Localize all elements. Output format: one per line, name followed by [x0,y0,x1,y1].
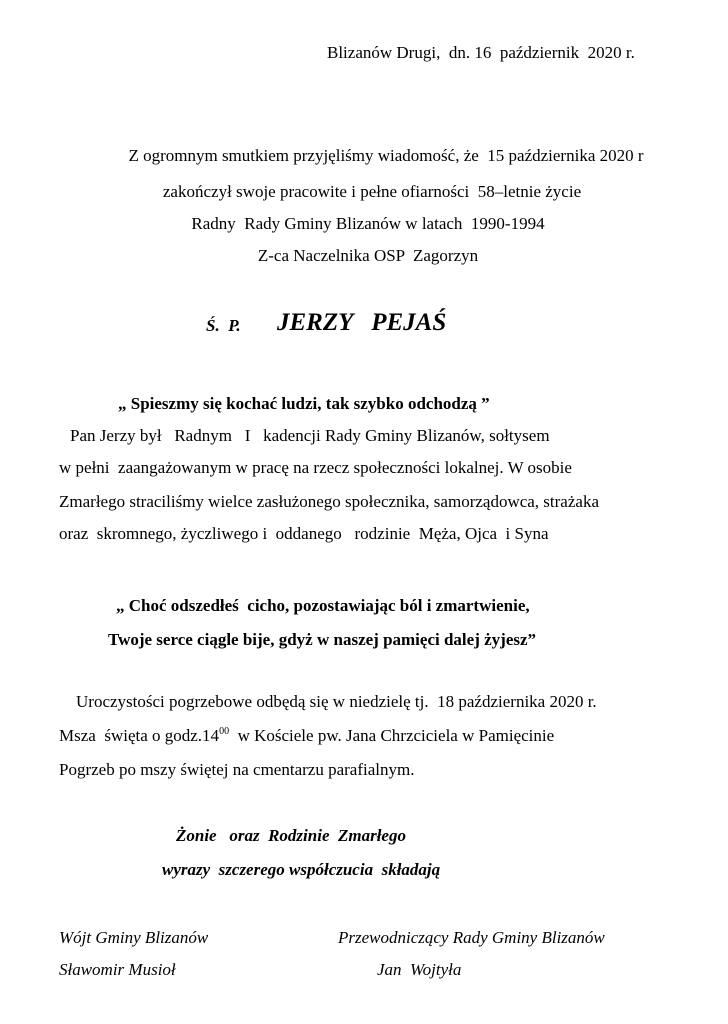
signature-left-title: Wójt Gminy Blizanów [59,928,209,947]
place-date: Blizanów Drugi, dn. 16 październik 2020 r. [327,43,635,62]
tribute-line-3: Zmarłego straciliśmy wielce zasłużonego społecznika, samorządowca, strażaka [59,492,599,511]
announcement-line-2: zakończył swoje pracowite i pełne ofiarności 58–letnie życie [162,182,582,201]
funeral-line-1: Uroczystości pogrzebowe odbędą się w niedzielę tj. 18 października 2020 r. [76,692,597,711]
deceased-name: JERZY PEJAŚ [277,309,447,336]
funeral-line-3: Pogrzeb po mszy świętej na cmentarzu parafialnym. [59,760,415,779]
signature-right-name: Jan Wojtyła [377,960,462,979]
mass-time-minutes: 00 [219,726,230,737]
condolence-line-1: Żonie oraz Rodzinie Zmarłego [176,826,406,845]
condolence-line-2: wyrazy szczerego współczucia składają [162,860,441,879]
announcement-line-4: Z-ca Naczelnika OSP Zagorzyn [257,246,479,265]
announcement-line-3: Radny Rady Gminy Blizanów w latach 1990-1994 [191,214,545,233]
signature-left-name: Sławomir Musioł [59,960,176,979]
tribute-line-4: oraz skromnego, życzliwego i oddanego rodzinie Męża, Ojca i Syna [59,524,549,543]
tribute-line-2: w pełni zaangażowanym w pracę na rzecz społeczności lokalnej. W osobie [59,458,572,477]
church-text: w Kościele pw. Jana Chrzciciela w Pamięcinie [229,726,555,745]
deceased-prefix: Ś. P. [206,316,241,335]
quote-2-line-1: „ Choć odszedłeś cicho, pozostawiając ból i zmartwienie, [116,596,530,615]
funeral-line-2 [59,727,554,744]
quote-1: „ Spieszmy się kochać ludzi, tak szybko odchodzą ” [118,394,490,413]
quote-2-line-2: Twoje serce ciągle bije, gdyż w naszej pamięci dalej żyjesz” [108,630,537,649]
tribute-line-1: Pan Jerzy był Radnym I kadencji Rady Gminy Blizanów, sołtysem [70,426,550,445]
announcement-line-1: Z ogromnym smutkiem przyjęliśmy wiadomość, że 15 października 2020 r [128,146,644,165]
signature-right-title: Przewodniczący Rady Gminy Blizanów [338,928,605,947]
mass-time-text: Msza święta o godz.14 [59,726,220,745]
